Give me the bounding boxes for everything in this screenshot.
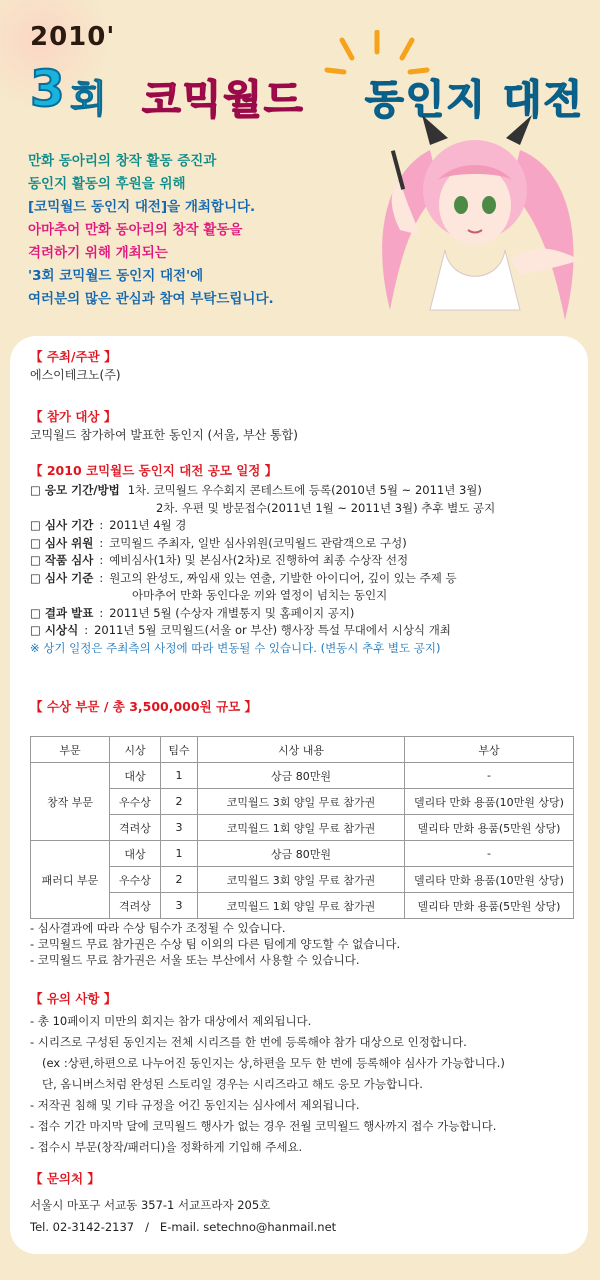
- caution-line: - 총 10페이지 미만의 회지는 참가 대상에서 제외됩니다.: [30, 1014, 312, 1028]
- schedule-value: 2차. 우편 및 방문접수(2011년 1월 ~ 2011년 3월) 추후 별도 공지: [156, 500, 496, 515]
- schedule-item: □ 심사 기준 : 원고의 완성도, 짜임새 있는 연출, 기발한 아이디어, 깊이 있는 주제 등: [30, 570, 570, 588]
- contact-phone-email: Tel. 02-3142-2137 / E-mail. setechno@hanmail.net: [30, 1220, 337, 1234]
- table-row: [31, 841, 574, 867]
- prize-cell: -: [405, 841, 574, 867]
- award-cell: 격려상: [110, 893, 161, 919]
- schedule-item: [30, 482, 570, 500]
- schedule-value: 1차. 코믹월드 우수회지 콘테스트에 등록(2010년 5월 ~ 2011년 3월): [127, 483, 482, 497]
- schedule-label: □ 심사 기간: [30, 518, 94, 532]
- teams-cell: 1: [161, 763, 198, 789]
- schedule-value: 2011년 5월 코믹월드(서울 or 부산) 행사장 특설 무대에서 시상식 개최: [94, 623, 451, 637]
- award-cell: 우수상: [110, 789, 161, 815]
- content-cell: 상금 80만원: [198, 841, 405, 867]
- intro-line: 만화 동아리의 창작 활동 증진과: [28, 153, 217, 169]
- content-cell: 상금 80만원: [198, 763, 405, 789]
- table-header-row: [31, 737, 574, 763]
- awards-notes: [30, 920, 400, 968]
- award-cell: 격려상: [110, 815, 161, 841]
- contact-section: [30, 1170, 336, 1238]
- intro-line: '3회 코믹월드 동인지 대전'에: [28, 268, 204, 284]
- prize-cell: 델리타 만화 용품(5만원 상당): [405, 815, 574, 841]
- host-value: 에스이테크노(주): [30, 368, 121, 382]
- schedule-label: □ 심사 위원: [30, 535, 94, 550]
- cautions-heading: 【 유의 사항 】: [30, 991, 117, 1006]
- prize-cell: -: [405, 763, 574, 789]
- schedule-value: 원고의 완성도, 짜임새 있는 연출, 기발한 아이디어, 깊이 있는 주제 등: [109, 570, 457, 585]
- award-cell: 대상: [110, 841, 161, 867]
- award-cell: 우수상: [110, 867, 161, 893]
- table-row: [31, 815, 574, 841]
- schedule-value: 아마추어 만화 동인다운 끼와 열정이 넘치는 동인지: [132, 588, 388, 602]
- schedule-note: ※ 상기 일정은 주최측의 사정에 따라 변동될 수 있습니다. (변동시 추후 별도 공지): [30, 640, 441, 655]
- eligibility-heading: 【 참가 대상 】: [30, 409, 117, 424]
- award-cell: 대상: [110, 763, 161, 789]
- content-cell: 코믹월드 3회 양일 무료 참가권: [198, 789, 405, 815]
- schedule-value: 2011년 4월 경: [109, 518, 187, 532]
- intro-line: 격려하기 위해 개최되는: [28, 245, 168, 261]
- column-header: 시상: [110, 737, 161, 763]
- column-header: 부문: [31, 737, 110, 763]
- category-cell: 패러디 부문: [31, 841, 110, 919]
- title-number: 3: [30, 60, 65, 118]
- awards-heading: 【 수상 부문 / 총 3,500,000원 규모 】: [30, 699, 258, 714]
- schedule-item: □ 작품 심사 : 예비심사(1차) 및 본심사(2차)로 진행하여 최종 수상작 선정: [30, 552, 570, 570]
- awards-note: - 코믹월드 무료 참가권은 서울 또는 부산에서 사용할 수 있습니다.: [30, 953, 360, 967]
- host-heading: 【 주최/주관 】: [30, 349, 117, 364]
- schedule-item: [30, 500, 570, 518]
- intro-line: 동인지 활동의 후원을 위해: [28, 176, 186, 192]
- caution-line: - 시리즈로 구성된 동인지는 전체 시리즈를 한 번에 등록해야 참가 대상으로 인정합니다.: [30, 1035, 467, 1049]
- prize-cell: 델리타 만화 용품(10만원 상당): [405, 789, 574, 815]
- awards-table: [30, 736, 574, 919]
- column-header: 팀수: [161, 737, 198, 763]
- schedule-item: □ 심사 기간 : 2011년 4월 경: [30, 517, 570, 535]
- prize-cell: 델리타 만화 용품(10만원 상당): [405, 867, 574, 893]
- title-doujin-contest: 동인지 대전: [365, 77, 585, 123]
- schedule-value: 코믹월드 주최자, 일반 심사위원(코믹월드 관람객으로 구성): [109, 535, 407, 550]
- schedule-list: [30, 482, 570, 657]
- category-cell: 창작 부문: [31, 763, 110, 841]
- mascot-character-illustration: [360, 110, 590, 340]
- teams-cell: 3: [161, 893, 198, 919]
- caution-line: - 접수시 부문(창작/패러디)을 정확하게 기입해 주세요.: [30, 1140, 303, 1154]
- table-row: [31, 867, 574, 893]
- content-cell: 코믹월드 1회 양일 무료 참가권: [198, 893, 405, 919]
- eligibility-section: [30, 408, 298, 444]
- schedule-item: [30, 587, 570, 605]
- table-row: [31, 789, 574, 815]
- title-round: 회: [70, 77, 107, 121]
- event-year: 2010': [30, 22, 116, 52]
- awards-note: - 코믹월드 무료 참가권은 수상 팀 이외의 다른 팀에게 양도할 수 없습니다.: [30, 937, 401, 951]
- teams-cell: 1: [161, 841, 198, 867]
- schedule-value: 2011년 5월 (수상자 개별통지 및 홈페이지 공지): [109, 605, 355, 620]
- teams-cell: 2: [161, 789, 198, 815]
- awards-note: - 심사결과에 따라 수상 팀수가 조정될 수 있습니다.: [30, 921, 286, 935]
- schedule-item: □ 시상식 : 2011년 5월 코믹월드(서울 or 부산) 행사장 특설 무대에서 시상식 개최: [30, 622, 570, 640]
- caution-line: - 접수 기간 마지막 달에 코믹월드 행사가 없는 경우 전월 코믹월드 행사까지 접수 가능합니다.: [30, 1119, 497, 1133]
- schedule-heading: 【 2010 코믹월드 동인지 대전 공모 일정 】: [30, 463, 278, 478]
- caution-line: - 저작권 침해 및 기타 규정을 어긴 동인지는 심사에서 제외됩니다.: [30, 1098, 360, 1112]
- schedule-item: □ 결과 발표 : 2011년 5월 (수상자 개별통지 및 홈페이지 공지): [30, 605, 570, 623]
- intro-line: [코믹월드 동인지 대전]을 개최합니다.: [28, 199, 256, 215]
- schedule-label: □ 작품 심사: [30, 553, 94, 567]
- schedule-label: □ 결과 발표: [30, 605, 94, 620]
- contact-address: 서울시 마포구 서교동 357-1 서교프라자 205호: [30, 1198, 271, 1212]
- teams-cell: 3: [161, 815, 198, 841]
- title-comicworld: 코믹월드: [142, 77, 305, 123]
- schedule-value: 예비심사(1차) 및 본심사(2차)로 진행하여 최종 수상작 선정: [109, 553, 409, 567]
- teams-cell: 2: [161, 867, 198, 893]
- eligibility-value: 코믹월드 참가하여 발표한 동인지 (서울, 부산 통합): [30, 428, 298, 442]
- host-section: [30, 348, 121, 384]
- schedule-label: □ 시상식: [30, 623, 79, 637]
- caution-line: (ex :상편,하편으로 나누어진 동인지는 상,하편을 모두 한 번에 등록해야 심사가 가능합니다.): [42, 1056, 505, 1070]
- caution-line: 단, 옴니버스처럼 완성된 스토리일 경우는 시리즈라고 해도 응모 가능합니다.: [42, 1077, 423, 1091]
- table-row: [31, 763, 574, 789]
- intro-line: 아마추어 만화 동아리의 창작 활동을: [28, 222, 243, 238]
- prize-cell: 델리타 만화 용품(5만원 상당): [405, 893, 574, 919]
- schedule-label: □ 응모 기간/방법: [30, 483, 120, 497]
- content-cell: 코믹월드 1회 양일 무료 참가권: [198, 815, 405, 841]
- table-row: [31, 893, 574, 919]
- content-card: [10, 336, 588, 1254]
- column-header: 시상 내용: [198, 737, 405, 763]
- schedule-label: □ 심사 기준: [30, 570, 94, 585]
- awards-heading-wrap: [30, 698, 257, 716]
- content-cell: 코믹월드 3회 양일 무료 참가권: [198, 867, 405, 893]
- schedule-item: □ 심사 위원 : 코믹월드 주최자, 일반 심사위원(코믹월드 관람객으로 구성): [30, 535, 570, 553]
- cautions-section: [30, 990, 580, 1158]
- column-header: 부상: [405, 737, 574, 763]
- intro-line: 여러분의 많은 관심과 참여 부탁드립니다.: [28, 291, 274, 307]
- schedule-heading-wrap: [30, 462, 277, 480]
- intro-text: [28, 150, 358, 311]
- contact-heading: 【 문의처 】: [30, 1171, 100, 1186]
